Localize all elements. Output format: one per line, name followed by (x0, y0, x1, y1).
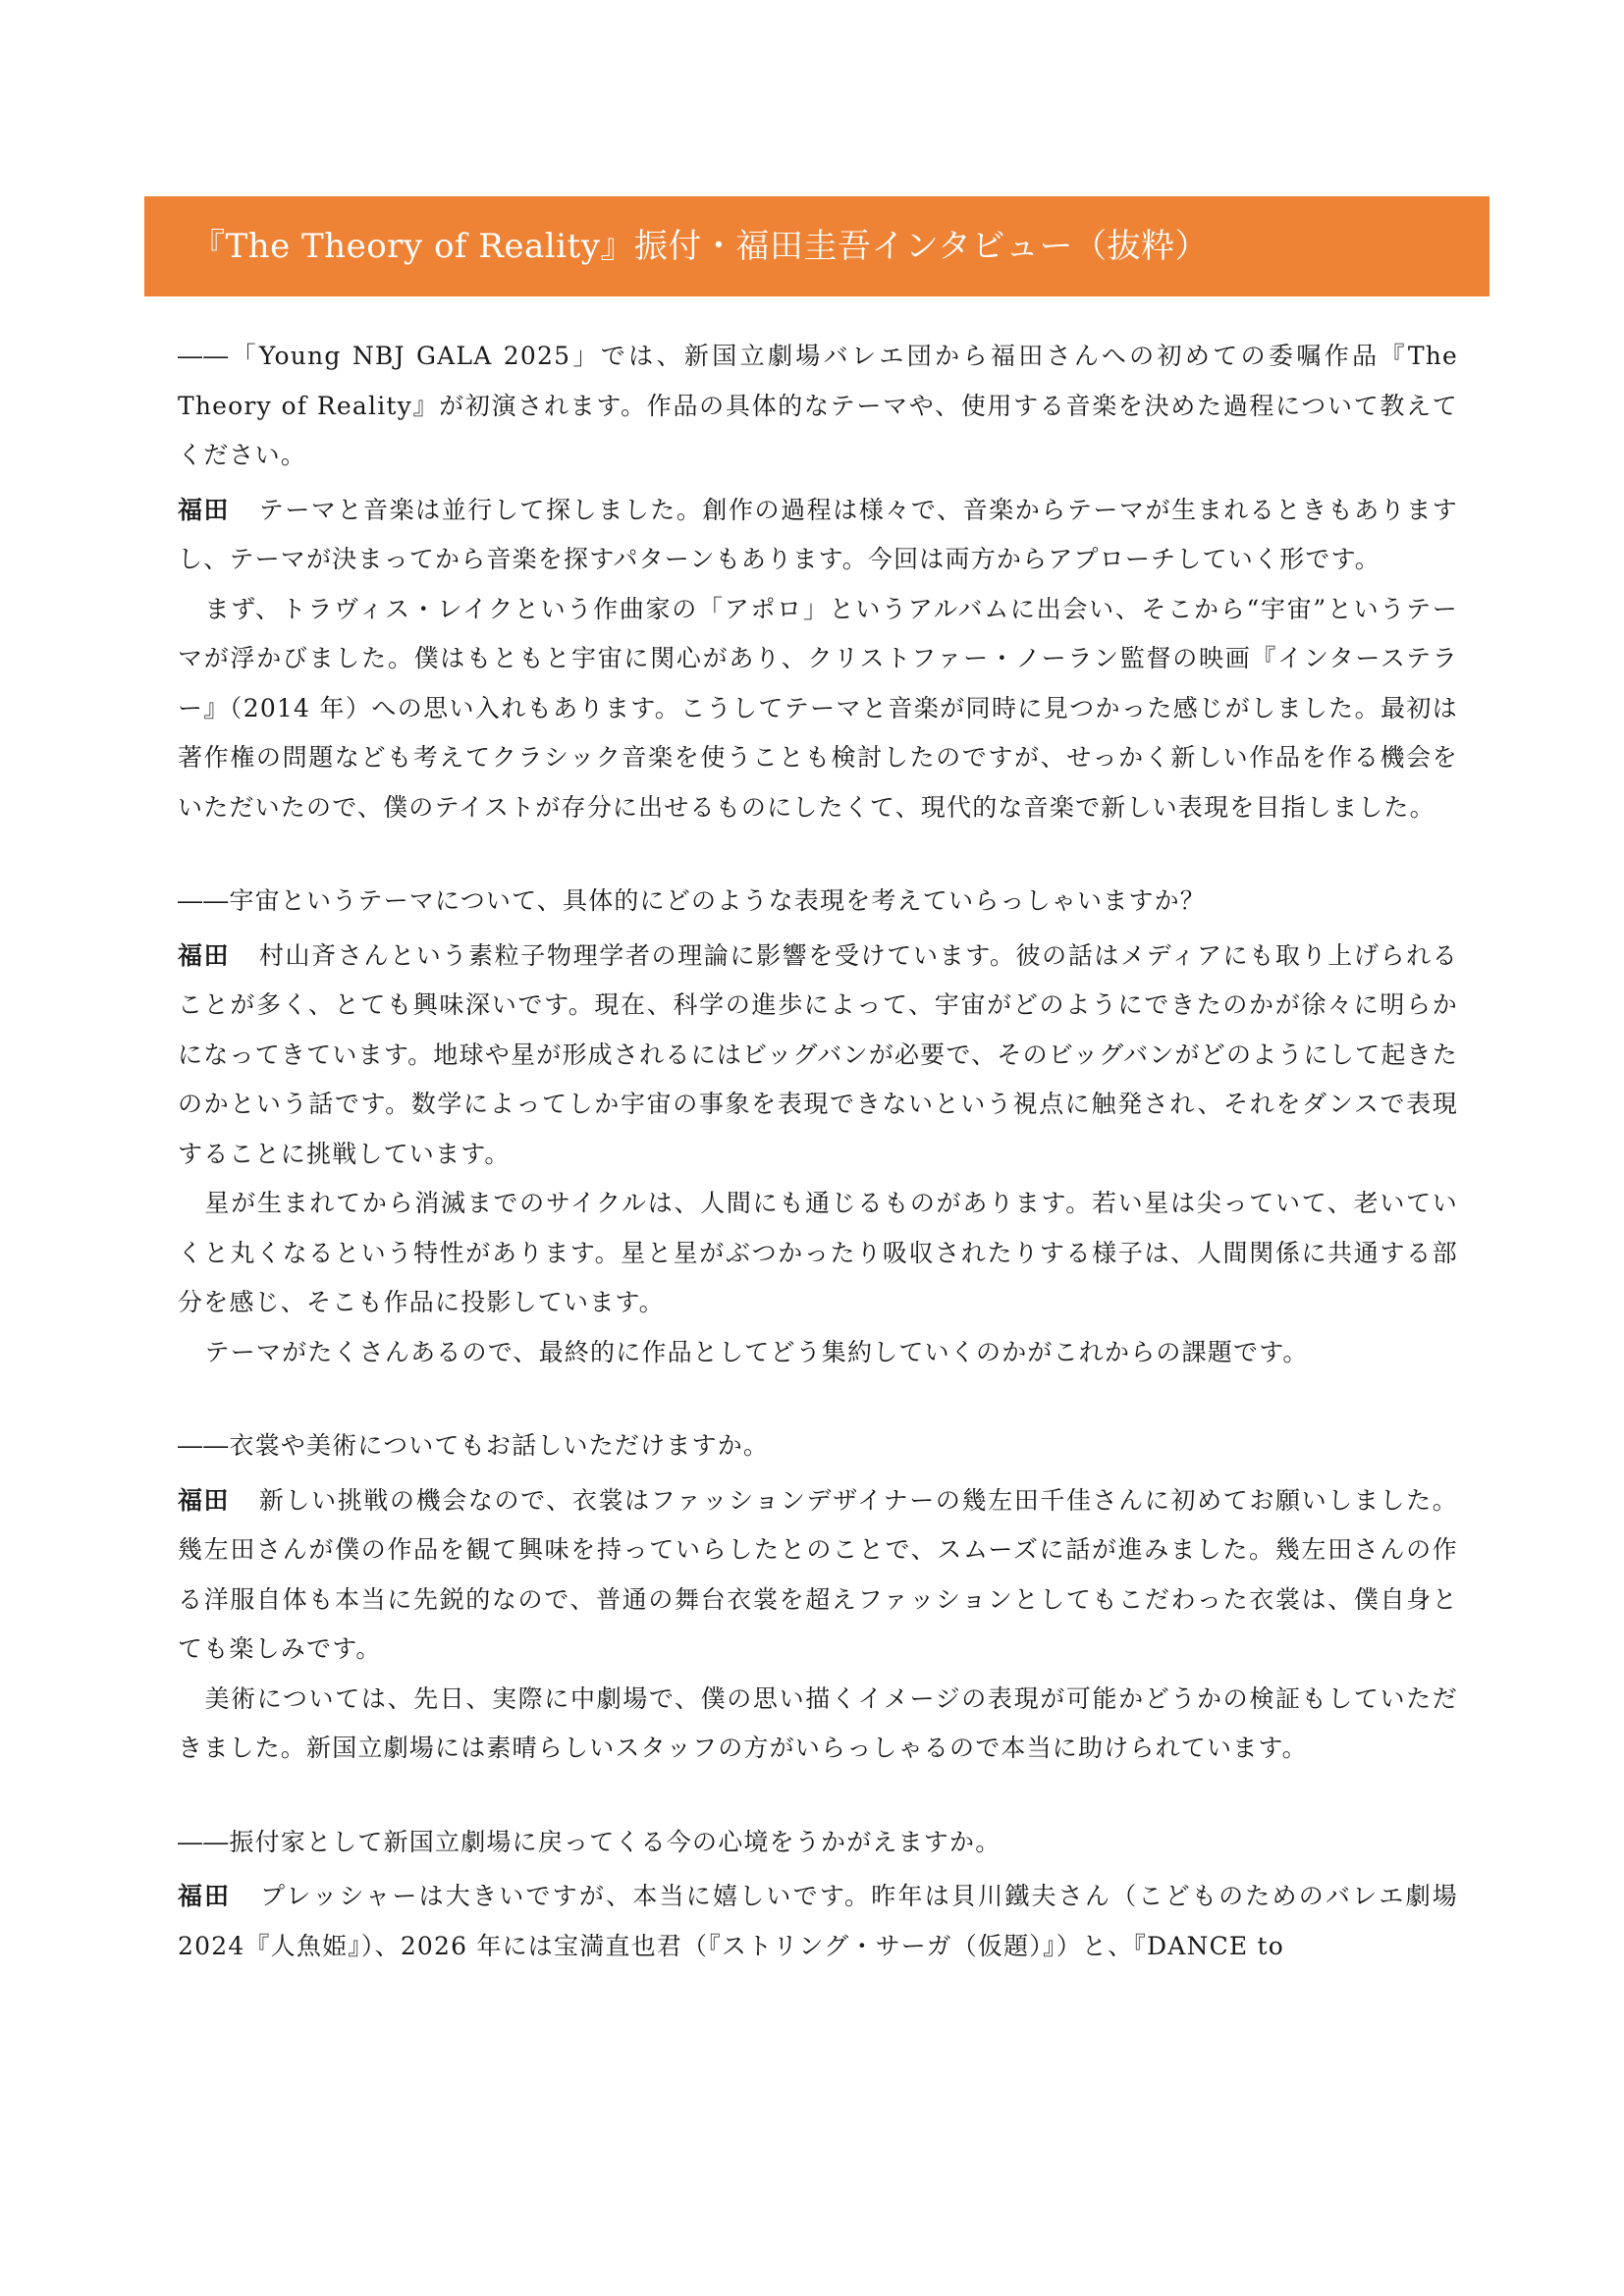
interview-question: ――衣裳や美術についてもお話しいただけますか。 (178, 1431, 770, 1460)
page-title: 『The Theory of Reality』振付・福田圭吾インタビュー（抜粋） (191, 227, 1210, 266)
interview-answer (178, 486, 1458, 833)
answer-paragraph: 美術については、先日、実際に中劇場で、僕の思い描くイメージの表現が可能かどうかの検証もしていただきました。新国立劇場には素晴らしいスタッフの方がいらっしゃるので本当に助けられています。 (178, 1683, 1458, 1762)
interview-answer (178, 1872, 1458, 1971)
answer-text: プレッシャーは大きいですが、本当に嬉しいです。昨年は貝川鐵夫さん（こどものためのバレエ劇場 2024『人魚姫』）、2026 年には宝満直也君（『ストリング・サーガ（仮題）』）と、『DANCE to (178, 1882, 1458, 1960)
speaker-name: 福田 (178, 940, 230, 970)
speaker-name: 福田 (178, 1882, 232, 1910)
interview-question: ――宇宙というテーマについて、具体的にどのような表現を考えていらっしゃいますか？ (178, 886, 1207, 915)
answer-paragraph: 星が生まれてから消滅までのサイクルは、人間にも通じるものがあります。若い星は尖っていて、老いていくと丸くなるという特性があります。星と星がぶつかったり吸収されたりする様子は、人間関係に共通する部分を感じ、そこも作品に投影しています。 (178, 1189, 1458, 1316)
interview-question: ――振付家として新国立劇場に戻ってくる今の心境をうかがえますか。 (178, 1827, 1001, 1856)
answer-paragraph: まず、トラヴィス・レイクという作曲家の「アポロ」というアルバムに出会い、そこから“宇宙”というテーマが浮かびました。僕はもともと宇宙に関心があり、クリストファー・ノーラン監督の映画『インターステラー』（2014 年）への思い入れもあります。こうしてテーマと音楽が同時に見つかった感じがしました。最初は著作権の問題なども考えてクラシック音楽を使うことも検討したのですが、せっかく新しい作品を作る機会をいただいたので、僕のテイストが存分に出せるものにしたくて、現代的な音楽で新しい表現を目指しました。 (178, 594, 1458, 822)
interview-body (178, 332, 1458, 1971)
speaker-name: 福田 (178, 495, 230, 524)
answer-paragraph (178, 486, 1458, 585)
speaker-name: 福田 (178, 1485, 230, 1515)
title-banner (144, 196, 1489, 296)
interview-question: ――「Young NBJ GALA 2025」では、新国立劇場バレエ団から福田さんへの初めての委嘱作品『The Theory of Reality』が初演されます。作品の具体的なテーマや、使用する音楽を決めた過程について教えてください。 (178, 342, 1458, 469)
interview-answer (178, 932, 1458, 1378)
answer-paragraph: テーマがたくさんあるので、最終的に作品としてどう集約していくのかがこれからの課題です。 (204, 1337, 1309, 1366)
answer-paragraph (178, 932, 1458, 1180)
answer-text: 村山斉さんという素粒子物理学者の理論に影響を受けています。彼の話はメディアにも取り上げられることが多く、とても興味深いです。現在、科学の進歩によって、宇宙がどのようにできたのかが徐々に明らかになってきています。地球や星が形成されるにはビッグバンが必要で、そのビッグバンがどのようにして起きたのかという話です。数学によってしか宇宙の事象を表現できないという視点に触発され、それをダンスで表現することに挑戦しています。 (178, 940, 1458, 1168)
answer-text: 新しい挑戦の機会なので、衣裳はファッションデザイナーの幾左田千佳さんに初めてお願いしました。幾左田さんが僕の作品を観て興味を持っていらしたとのことで、スムーズに話が進みました。幾左田さんの作る洋服自体も本当に先鋭的なので、普通の舞台衣裳を超えファッションとしてもこだわった衣裳は、僕自身とても楽しみです。 (178, 1485, 1458, 1663)
answer-paragraph (178, 1476, 1458, 1675)
answer-paragraph (178, 1872, 1458, 1971)
interview-answer (178, 1476, 1458, 1774)
answer-text: テーマと音楽は並行して探しました。創作の過程は様々で、音楽からテーマが生まれるときもありますし、テーマが決まってから音楽を探すパターンもあります。今回は両方からアプローチしていく形です。 (178, 495, 1458, 573)
